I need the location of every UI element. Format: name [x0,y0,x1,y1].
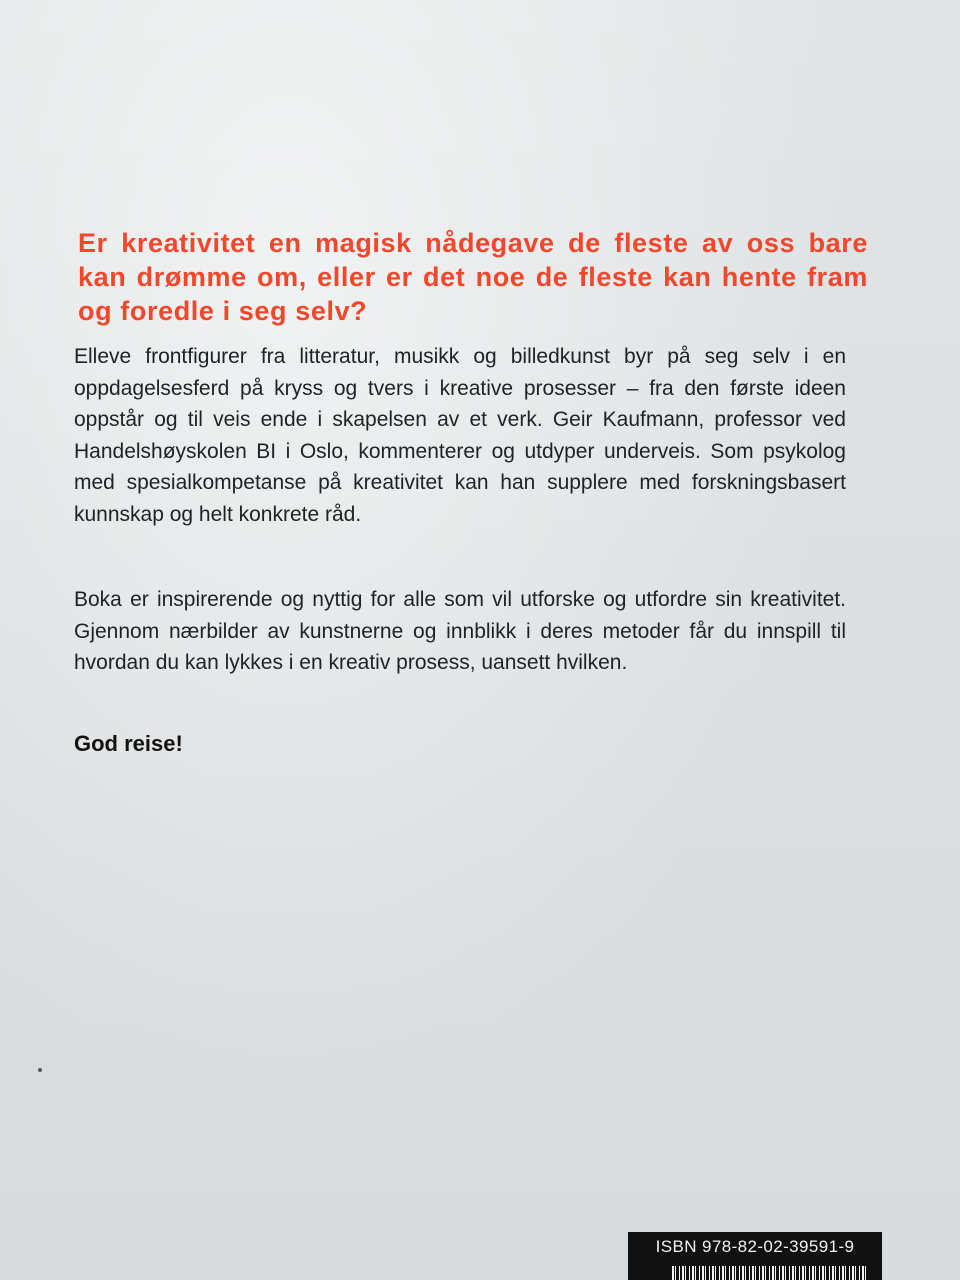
body-paragraph-1: Elleve frontfigurer fra litteratur, musikk og billedkunst byr på seg selv i en oppdagelsesferd på kryss og tvers i kreative prosesser – fra den første ideen oppstår og til veis ende i skapelsen av et verk. Geir Kaufmann, professor ved Handelshøyskolen BI i Oslo, kommenterer og utdyper underveis. Som psykolog med spesialkompetanse på kreativitet kan han supplere med forskningsbasert kunnskap og helt konkrete råd. [74,345,846,526]
barcode-icon [672,1266,868,1280]
headline: Er kreativitet en magisk nådegave de fleste av oss bare kan drømme om, eller er det noe de fleste kan hente fram og foredle i seg selv? [78,228,868,326]
body-paragraph-2: Boka er inspirerende og nyttig for alle som vil utforske og utfordre sin kreativitet. Gjennom nærbilder av kunstnerne og innblikk i deres metoder får du innspill til hvordan du kan lykkes i en kreativ prosess, uansett hvilken. [74,588,846,674]
print-speck [38,1068,42,1072]
isbn-barcode [628,1232,882,1280]
isbn-number: ISBN 978-82-02-39591-9 [655,1237,855,1256]
signoff: God reise! [74,731,183,756]
